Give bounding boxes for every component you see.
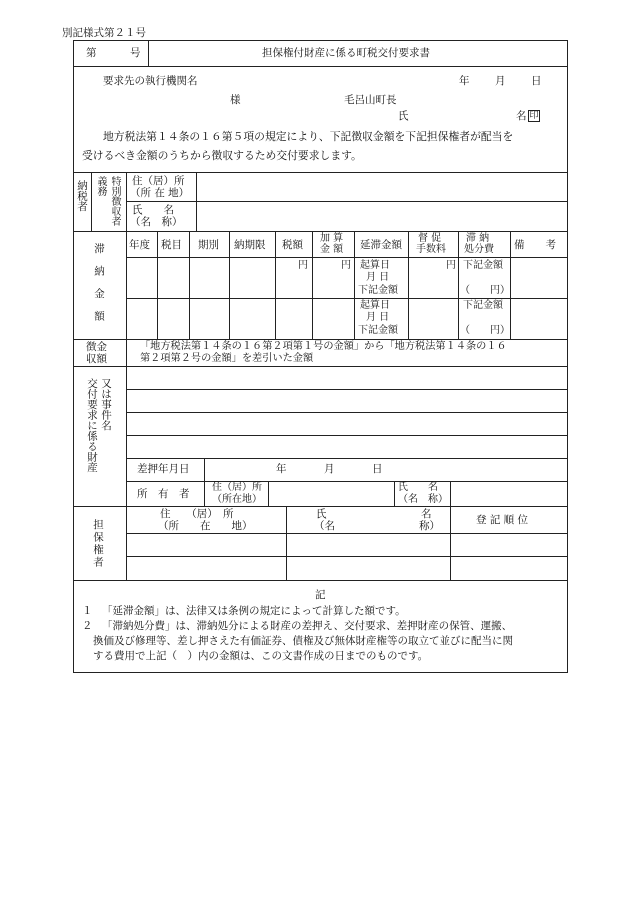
entai-tsukihi-1: 月 日 [366,272,390,283]
seal-stamp: 印 [529,111,539,121]
col-kibetsu: 期別 [198,239,219,251]
name-shi: 氏 [398,110,409,122]
col-tokusoku-1: 督 促 [418,233,442,244]
col-kasan-2: 金 額 [320,244,344,255]
security-label: 担保権者 [92,519,104,569]
owner-address-label: 住（居）所 [212,482,262,493]
entai-tsukihi-2: 月 日 [366,312,390,323]
shobun-kakigaku-2: 下記金額 [463,300,503,311]
agency-label: 要求先の執行機関名 [103,75,198,87]
taxpayer-name-sub: （名 称） [130,216,183,228]
col-kasan-1: 加 算 [320,233,344,244]
entai-kisan-2: 起算日 [360,300,390,311]
request-body-line1: 地方税法第１４条の１６第５項の規定により、下記徴収金額を下記担保権者が配当を [103,130,514,143]
date-day: 日 [531,75,542,87]
yen-zeigaku: 円 [298,260,308,271]
collection-label-2: 収額 [86,353,107,365]
col-shobun-2: 処分費 [464,244,494,255]
taxpayer-address-sub: （所 在 地） [130,187,190,199]
note-2-line3: する費用で上記（ ）内の金額は、この文書作成の日までのものです。 [93,650,429,662]
note-2-line2: 換価及び修理等、差し押さえた有価証券、債権及び無体財産権等の取立て並びに配当に関 [93,635,513,647]
security-address-label: 住 （居） 所 [160,508,234,520]
taxpayer-name-label: 氏 名 [132,204,174,216]
taxpayer-obligation-label: 義務 [95,176,106,196]
col-nokigen: 納期限 [234,239,266,251]
seizure-year: 年 [276,463,287,475]
entai-kakigaku-1: 下記金額 [358,285,398,296]
arrears-label: 滞納金額 [93,243,105,333]
number-go: 号 [130,47,141,59]
registration-rank-label: 登 記 順 位 [476,514,529,526]
mayor-title: 毛呂山町長 [344,94,397,106]
seizure-date-label: 差押年月日 [137,463,190,475]
col-zeimoku: 税目 [161,239,182,251]
note-2-line1: 「滞納処分費」は、滞納処分による財産の差押え、交付要求、差押財産の保管、運搬、 [102,620,513,632]
date-month: 月 [495,75,506,87]
collection-text-2: 第２項第２号の金額」を差引いた金額 [140,353,314,364]
number-dai: 第 [86,47,97,59]
col-nendo: 年度 [129,239,150,251]
taxpayer-special-label: 特別徴収者 [109,176,120,226]
taxpayer-address-label: 住（居）所 [132,175,185,187]
yen-tokusoku: 円 [446,260,456,271]
col-zeigaku: 税額 [282,239,303,251]
yen-kasan: 円 [341,260,351,271]
property-label: 交付要求に係る財産 [86,378,98,473]
col-biko: 備 考 [514,239,556,251]
taxpayer-label: 納税者 [76,180,88,212]
seizure-day: 日 [372,463,383,475]
entai-kisan-1: 起算日 [360,260,390,271]
security-name-sub: （名 称） [314,520,440,532]
col-tokusoku-2: 手数料 [416,244,446,255]
security-name-label: 氏 名 [316,508,432,520]
shobun-en-1: （ 円） [460,285,510,296]
owner-name-label: 氏 名 [398,482,438,493]
owner-address-sub: （所在地） [212,494,262,505]
col-shobun-1: 滞 納 [466,233,490,244]
form-title: 担保権付財産に係る町税交付要求書 [262,47,430,59]
request-body-line2: 受けるべき金額のうちから徴収するため交付要求します。 [82,149,362,162]
name-mei: 名 [516,110,527,122]
note-1-number: １ [82,605,93,617]
col-entai: 延滞金額 [360,239,402,251]
shobun-kakigaku-1: 下記金額 [463,260,503,271]
note-2-number: ２ [82,620,93,632]
seizure-month: 月 [324,463,335,475]
collection-text-1: 「地方税法第１４条の１６第２項第１号の金額」から「地方税法第１４条の１６ [140,341,507,352]
form-label: 別記様式第２１号 [62,27,146,39]
owner-name-sub: （名 称） [398,494,448,505]
property-label-sub: 又は事件名 [100,378,112,431]
note-1-text: 「延滞金額」は、法律又は条例の規定によって計算した額です。 [102,605,406,617]
honorific-sama: 様 [230,94,241,106]
collection-label-1: 徴金 [86,341,107,353]
entai-kakigaku-2: 下記金額 [358,325,398,336]
security-address-sub: （所 在 地） [158,520,253,532]
date-year: 年 [459,75,470,87]
owner-label: 所 有 者 [137,488,190,500]
notes-heading: 記 [315,589,326,601]
shobun-en-2: （ 円） [460,325,510,336]
